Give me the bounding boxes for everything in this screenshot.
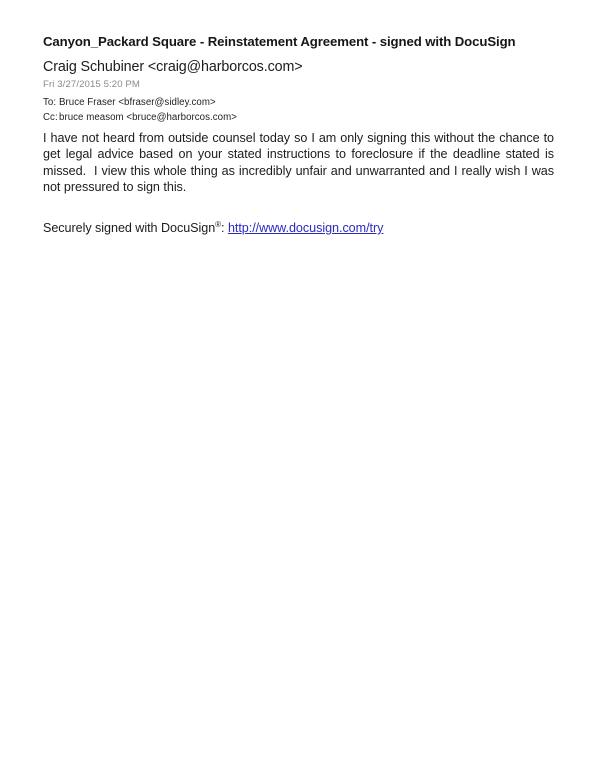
email-body: I have not heard from outside counsel today so I am only signing this without the chance to get legal advice based on your stated instructions to foreclosure if the deadline stated is missed. I view this whole thing as incredibly unfair and unwarranted and I really wish I was not pressured to sign this. [43, 131, 558, 195]
email-sender: Craig Schubiner <craig@harborcos.com> [43, 59, 303, 75]
registered-trademark-icon: ® [215, 219, 222, 229]
email-content [43, 33, 558, 196]
email-to-label: To: [43, 97, 57, 108]
email-date: Fri 3/27/2015 5:20 PM [43, 79, 141, 90]
email-cc-value: bruce measom <bruce@harborcos.com> [59, 112, 237, 123]
email-subject: Canyon_Packard Square - Reinstatement Agreement - signed with DocuSign [43, 34, 516, 49]
email-cc-row [43, 110, 554, 125]
docusign-link[interactable]: http://www.docusign.com/try [227, 221, 384, 235]
docusign-signature-separator: : [221, 221, 228, 235]
docusign-signature-line [43, 220, 383, 237]
email-cc-label: Cc: [43, 112, 58, 123]
email-to-row [43, 95, 554, 110]
docusign-signature-text: Securely signed with DocuSign [43, 221, 216, 235]
email-to-value: Bruce Fraser <bfraser@sidley.com> [59, 97, 216, 108]
